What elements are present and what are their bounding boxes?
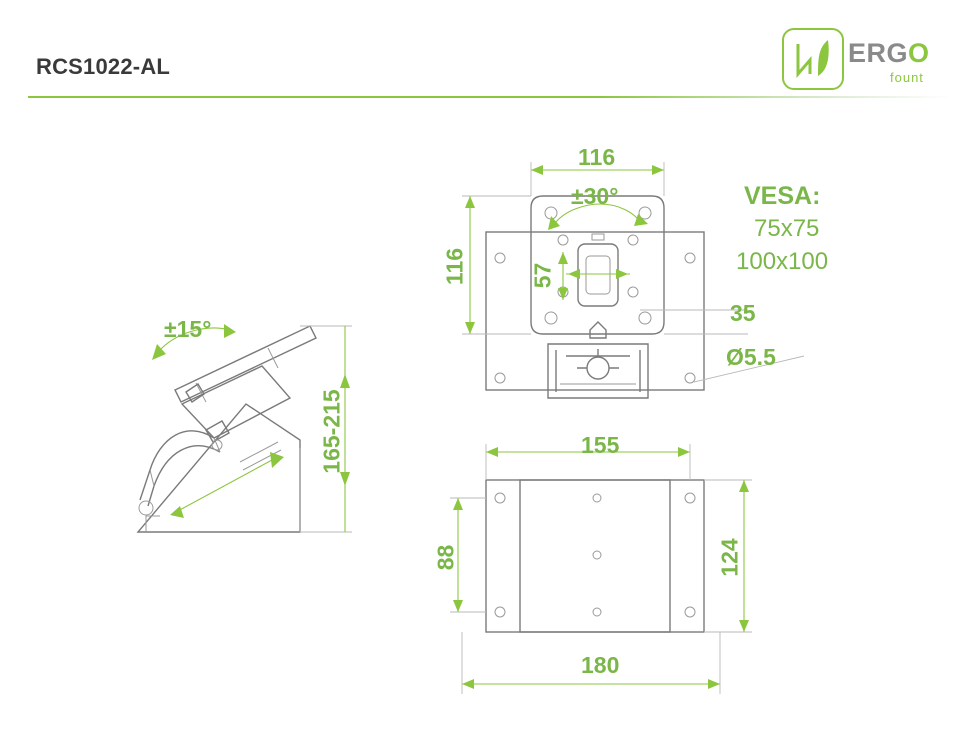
brand-tagline: fount (890, 70, 924, 85)
plate-top-width-label: 155 (581, 432, 620, 458)
hole-diameter-label: Ø5.5 (726, 344, 776, 370)
front-height-label: 116 (441, 247, 468, 286)
plate-right-height-label: 124 (716, 538, 743, 577)
rotation-angle-label: ±30° (571, 183, 619, 209)
vesa-option-0: 75x75 (754, 215, 820, 242)
inner-width-label: 57 (529, 262, 556, 289)
depth-label: 35 (730, 300, 756, 326)
plate-left-height-label: 88 (432, 544, 459, 571)
tilt-angle-label: ±15° (164, 316, 212, 342)
height-range-label: 165-215 (318, 389, 345, 474)
vesa-title: VESA: (744, 182, 821, 210)
brand-text: ERGO (848, 38, 930, 68)
page-title: RCS1022-AL (36, 54, 171, 79)
vesa-option-1: 100x100 (736, 248, 829, 275)
plate-bottom-width-label: 180 (581, 652, 620, 678)
front-width-label: 116 (578, 144, 616, 170)
